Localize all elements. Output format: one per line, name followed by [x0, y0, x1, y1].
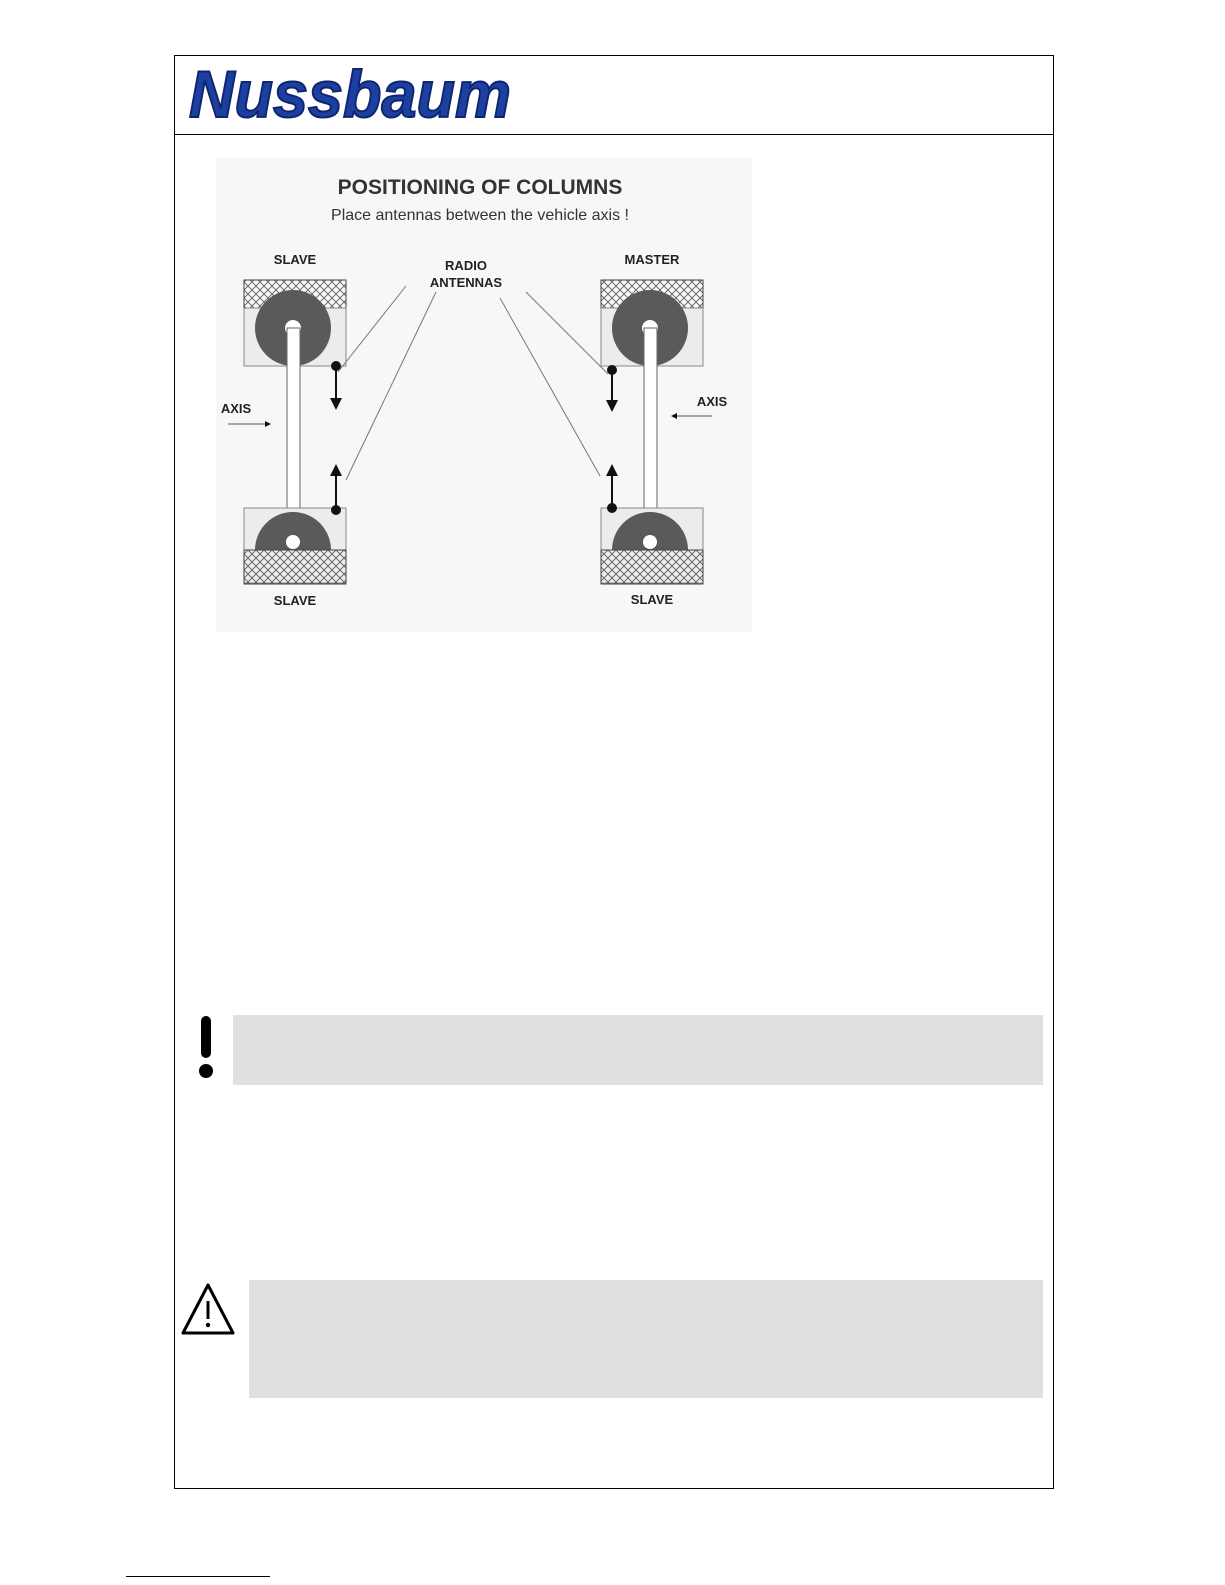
lift-arm [287, 328, 300, 508]
footnote-separator [126, 1576, 270, 1577]
label-axis-left: AXIS [220, 401, 252, 416]
nussbaum-logo [185, 61, 515, 127]
column-positioning-diagram [216, 158, 752, 632]
label-radio: RADIO [445, 258, 487, 273]
warning-triangle-icon [180, 1281, 236, 1337]
antenna-dot [331, 505, 341, 515]
antenna-dot [607, 365, 617, 375]
warning-box [249, 1280, 1043, 1398]
label-slave-top-left: SLAVE [273, 252, 317, 267]
column-base-hatch [244, 550, 346, 584]
figure-subtitle: Place antennas between the vehicle axis ! [331, 207, 629, 224]
note-box [233, 1015, 1043, 1085]
label-axis-right: AXIS [696, 394, 728, 409]
logo-wordmark: Nussbaum [189, 61, 511, 127]
exclamation-icon [197, 1014, 215, 1080]
right-column-pair [601, 280, 712, 584]
figure-title: POSITIONING OF COLUMNS [337, 176, 623, 199]
label-antennas: ANTENNAS [429, 275, 503, 290]
lift-arm [644, 328, 657, 508]
label-slave-bottom-right: SLAVE [630, 592, 674, 607]
antenna-leader-lines [338, 286, 608, 480]
header-divider [174, 134, 1054, 135]
label-slave-bottom-left: SLAVE [273, 593, 317, 608]
label-master-top-right: MASTER [624, 252, 680, 267]
antenna-dot [607, 503, 617, 513]
column-base-hatch [601, 550, 703, 584]
left-column-pair [228, 280, 346, 584]
